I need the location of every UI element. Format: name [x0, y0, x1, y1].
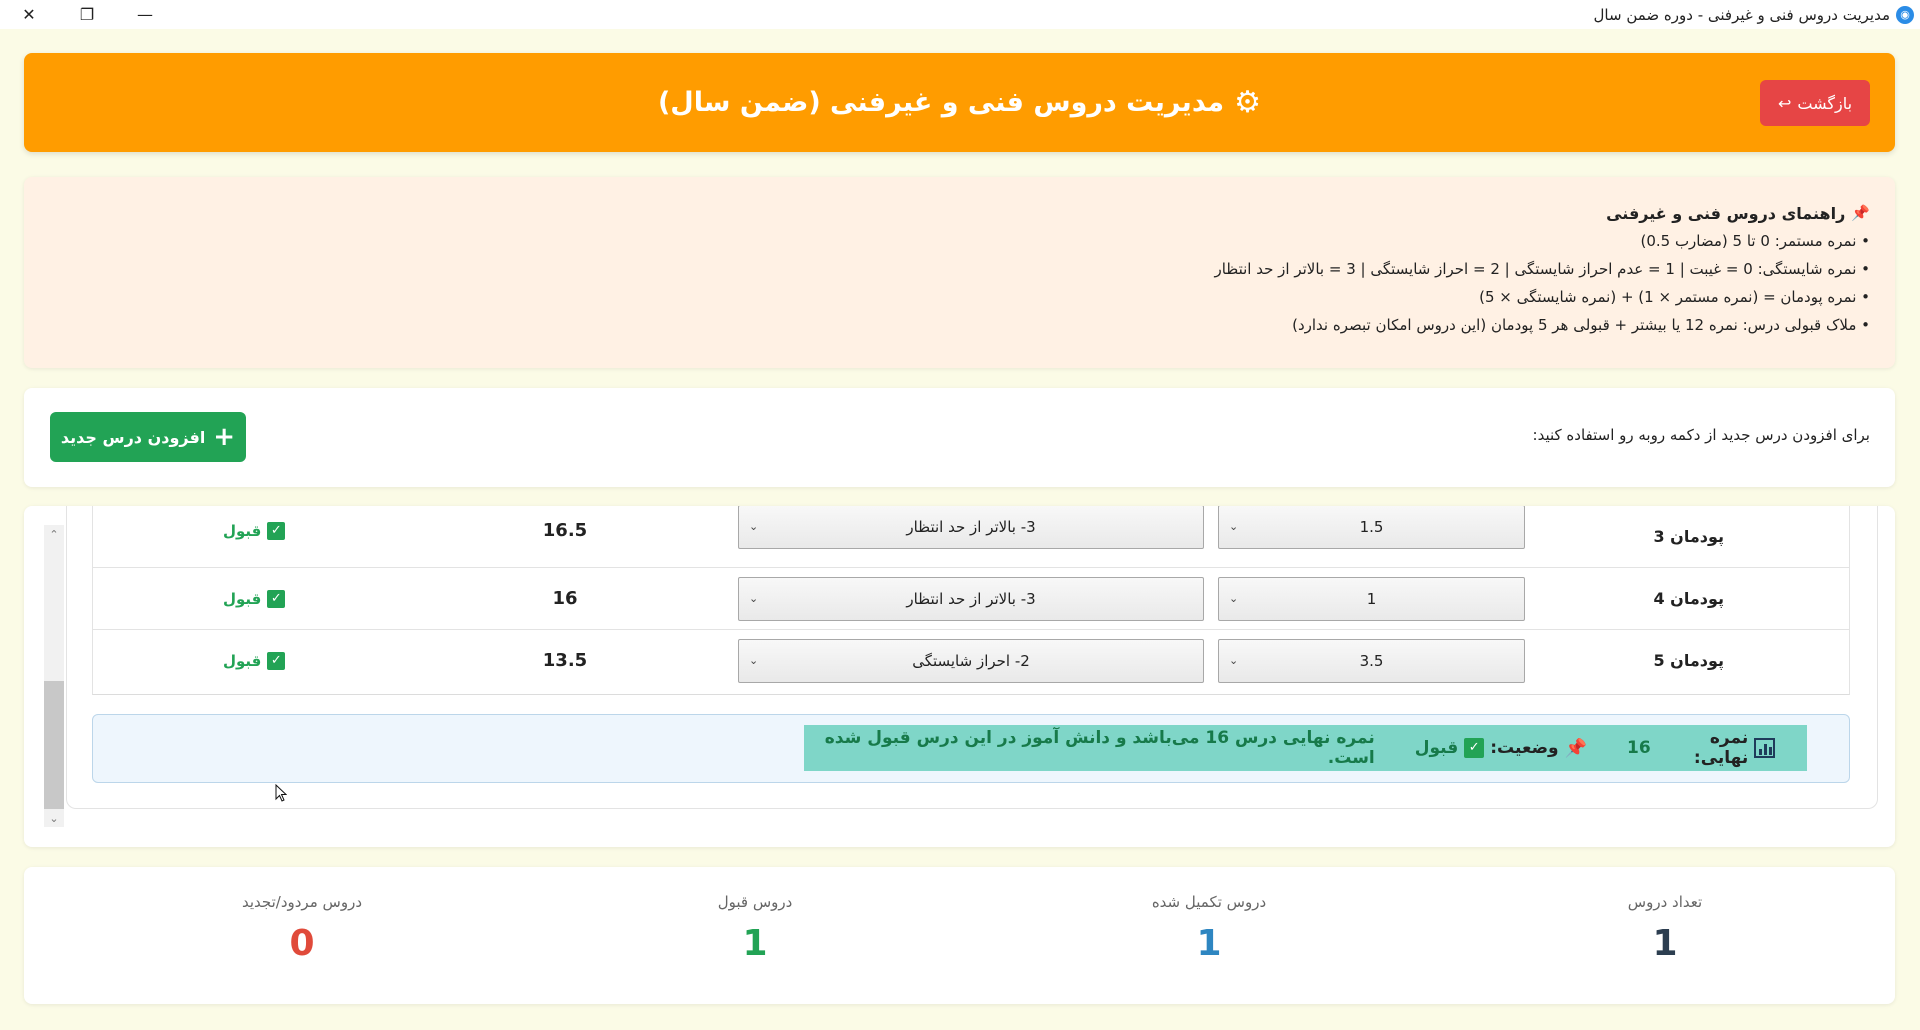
module-score: 16.5	[542, 520, 588, 541]
minimize-window-button[interactable]	[116, 0, 174, 29]
add-course-box	[24, 388, 1895, 487]
mouse-cursor-icon	[275, 784, 287, 802]
close-window-button[interactable]	[0, 0, 58, 29]
stat-value: 0	[289, 923, 315, 964]
stat-value: 1	[1196, 923, 1222, 964]
chevron-down-icon: ⌄	[749, 654, 759, 667]
guide-title-row	[49, 199, 1870, 227]
check-icon: ✓	[1464, 738, 1484, 758]
scroll-thumb[interactable]	[44, 681, 64, 809]
module-status	[223, 630, 285, 692]
continuous-score-select[interactable]	[1218, 506, 1525, 549]
chevron-down-icon: ⌄	[1229, 654, 1239, 667]
status-group	[1415, 738, 1587, 759]
continuous-score-select[interactable]	[1218, 577, 1525, 621]
stat-label: دروس تکمیل شده	[1151, 893, 1267, 911]
minimize-icon: —	[137, 5, 153, 24]
back-button[interactable]	[1760, 80, 1870, 126]
plus-icon: +	[213, 422, 236, 452]
stat-label: دروس مردود/تجدید	[242, 893, 362, 911]
restore-icon: ❐	[79, 5, 95, 24]
window-title-group	[1594, 6, 1920, 24]
status-value: قبول	[1414, 738, 1459, 758]
stat-label: دروس قبول	[717, 893, 793, 911]
table-row	[93, 568, 1849, 630]
close-icon: ✕	[22, 5, 36, 24]
module-score: 16	[552, 588, 578, 609]
module-status-label: قبول	[223, 590, 262, 608]
stats-panel	[24, 867, 1895, 1004]
final-score-value: 16	[1626, 738, 1651, 758]
competency-score-select[interactable]	[738, 506, 1204, 549]
chevron-down-icon: ⌄	[1229, 520, 1239, 533]
result-message: نمره نهایی درس 16 می‌باشد و دانش آموز در این درس قبول شده است.	[824, 728, 1375, 768]
module-status-label: قبول	[223, 652, 262, 670]
chevron-down-icon: ⌄	[749, 520, 759, 533]
result-summary	[804, 725, 1807, 771]
final-score-label: نمره نهایی:	[1693, 728, 1749, 768]
module-score: 13.5	[542, 650, 588, 671]
continuous-score-select[interactable]	[1218, 639, 1525, 683]
modules-table	[92, 506, 1850, 695]
restore-window-button[interactable]	[58, 0, 116, 29]
continuous-score-value: 3.5	[1359, 652, 1384, 670]
chevron-down-icon: ⌄	[749, 592, 759, 605]
stat-completed-courses	[1059, 867, 1359, 1004]
bar-chart-icon	[1754, 738, 1775, 758]
chevron-down-icon: ⌄	[1229, 592, 1239, 605]
panel-scrollbar[interactable]	[44, 525, 64, 827]
window-title: مدیریت دروس فنی و غیرفنی - دوره ضمن سال	[1593, 5, 1890, 24]
check-icon: ✓	[267, 652, 285, 670]
table-row	[93, 506, 1849, 568]
back-label: بازگشت	[1797, 93, 1853, 113]
scroll-down-icon[interactable]: ⌄	[49, 811, 59, 825]
result-message-group	[804, 728, 1375, 768]
stat-passed-courses	[605, 867, 905, 1004]
page-title-group	[24, 53, 1895, 152]
gear-icon: ⚙	[1234, 85, 1262, 120]
guide-line: • نمره مستمر: 0 تا 5 (مضارب 0.5)	[1640, 232, 1870, 250]
page-title: مدیریت دروس فنی و غیرفنی (ضمن سال)	[657, 87, 1225, 118]
module-status	[223, 568, 285, 630]
competency-score-select[interactable]	[738, 639, 1204, 683]
continuous-score-value: 1	[1366, 590, 1377, 608]
guide-line: • ملاک قبولی درس: نمره 12 یا بیشتر + قبولی هر 5 پودمان (این دروس امکان تبصره ندارد)	[1292, 316, 1870, 334]
status-label: وضعیت:	[1490, 738, 1559, 758]
competency-score-select[interactable]	[738, 577, 1204, 621]
scroll-up-icon[interactable]: ⌃	[49, 527, 59, 541]
add-course-hint: برای افزودن درس جدید از دکمه روبه رو استفاده کنید:	[1532, 426, 1870, 444]
competency-score-value: 2- احراز شایستگی	[912, 652, 1030, 670]
module-status	[223, 506, 285, 556]
window-titlebar	[0, 0, 1920, 29]
guide-box	[24, 177, 1895, 368]
module-name: پودمان 4	[1653, 589, 1724, 608]
pin-icon: 📌	[1564, 737, 1587, 759]
check-icon: ✓	[267, 522, 285, 540]
continuous-score-value: 1.5	[1359, 518, 1384, 536]
back-arrow-icon: ↩	[1777, 93, 1792, 113]
stat-value: 1	[742, 923, 768, 964]
guide-line: • نمره شایستگی: 0 = غیبت | 1 = عدم احراز شایستگی | 2 = احراز شایستگی | 3 = بالاتر از حد انتظار	[1214, 260, 1870, 278]
module-name: پودمان 3	[1653, 527, 1724, 546]
course-panel	[24, 506, 1895, 847]
check-icon: ✓	[267, 590, 285, 608]
module-name: پودمان 5	[1653, 651, 1724, 670]
add-course-label: افزودن درس جدید	[60, 427, 206, 447]
pin-icon: 📌	[1851, 204, 1870, 222]
add-course-button[interactable]	[50, 412, 246, 462]
competency-score-value: 3- بالاتر از حد انتظار	[906, 518, 1036, 536]
module-status-label: قبول	[223, 522, 262, 540]
page-header	[24, 53, 1895, 152]
competency-score-value: 3- بالاتر از حد انتظار	[906, 590, 1036, 608]
stat-label: تعداد دروس	[1627, 893, 1703, 911]
table-row	[93, 630, 1849, 692]
stat-failed-courses	[152, 867, 452, 1004]
guide-title: راهنمای دروس فنی و غیرفنی	[1606, 203, 1846, 223]
guide-line: • نمره پودمان = (نمره مستمر × 1) + (نمره شایستگی × 5)	[1479, 288, 1870, 306]
app-icon: ◉	[1896, 6, 1914, 24]
stat-value: 1	[1652, 923, 1678, 964]
stat-total-courses	[1515, 867, 1815, 1004]
final-score-group	[1627, 728, 1775, 768]
